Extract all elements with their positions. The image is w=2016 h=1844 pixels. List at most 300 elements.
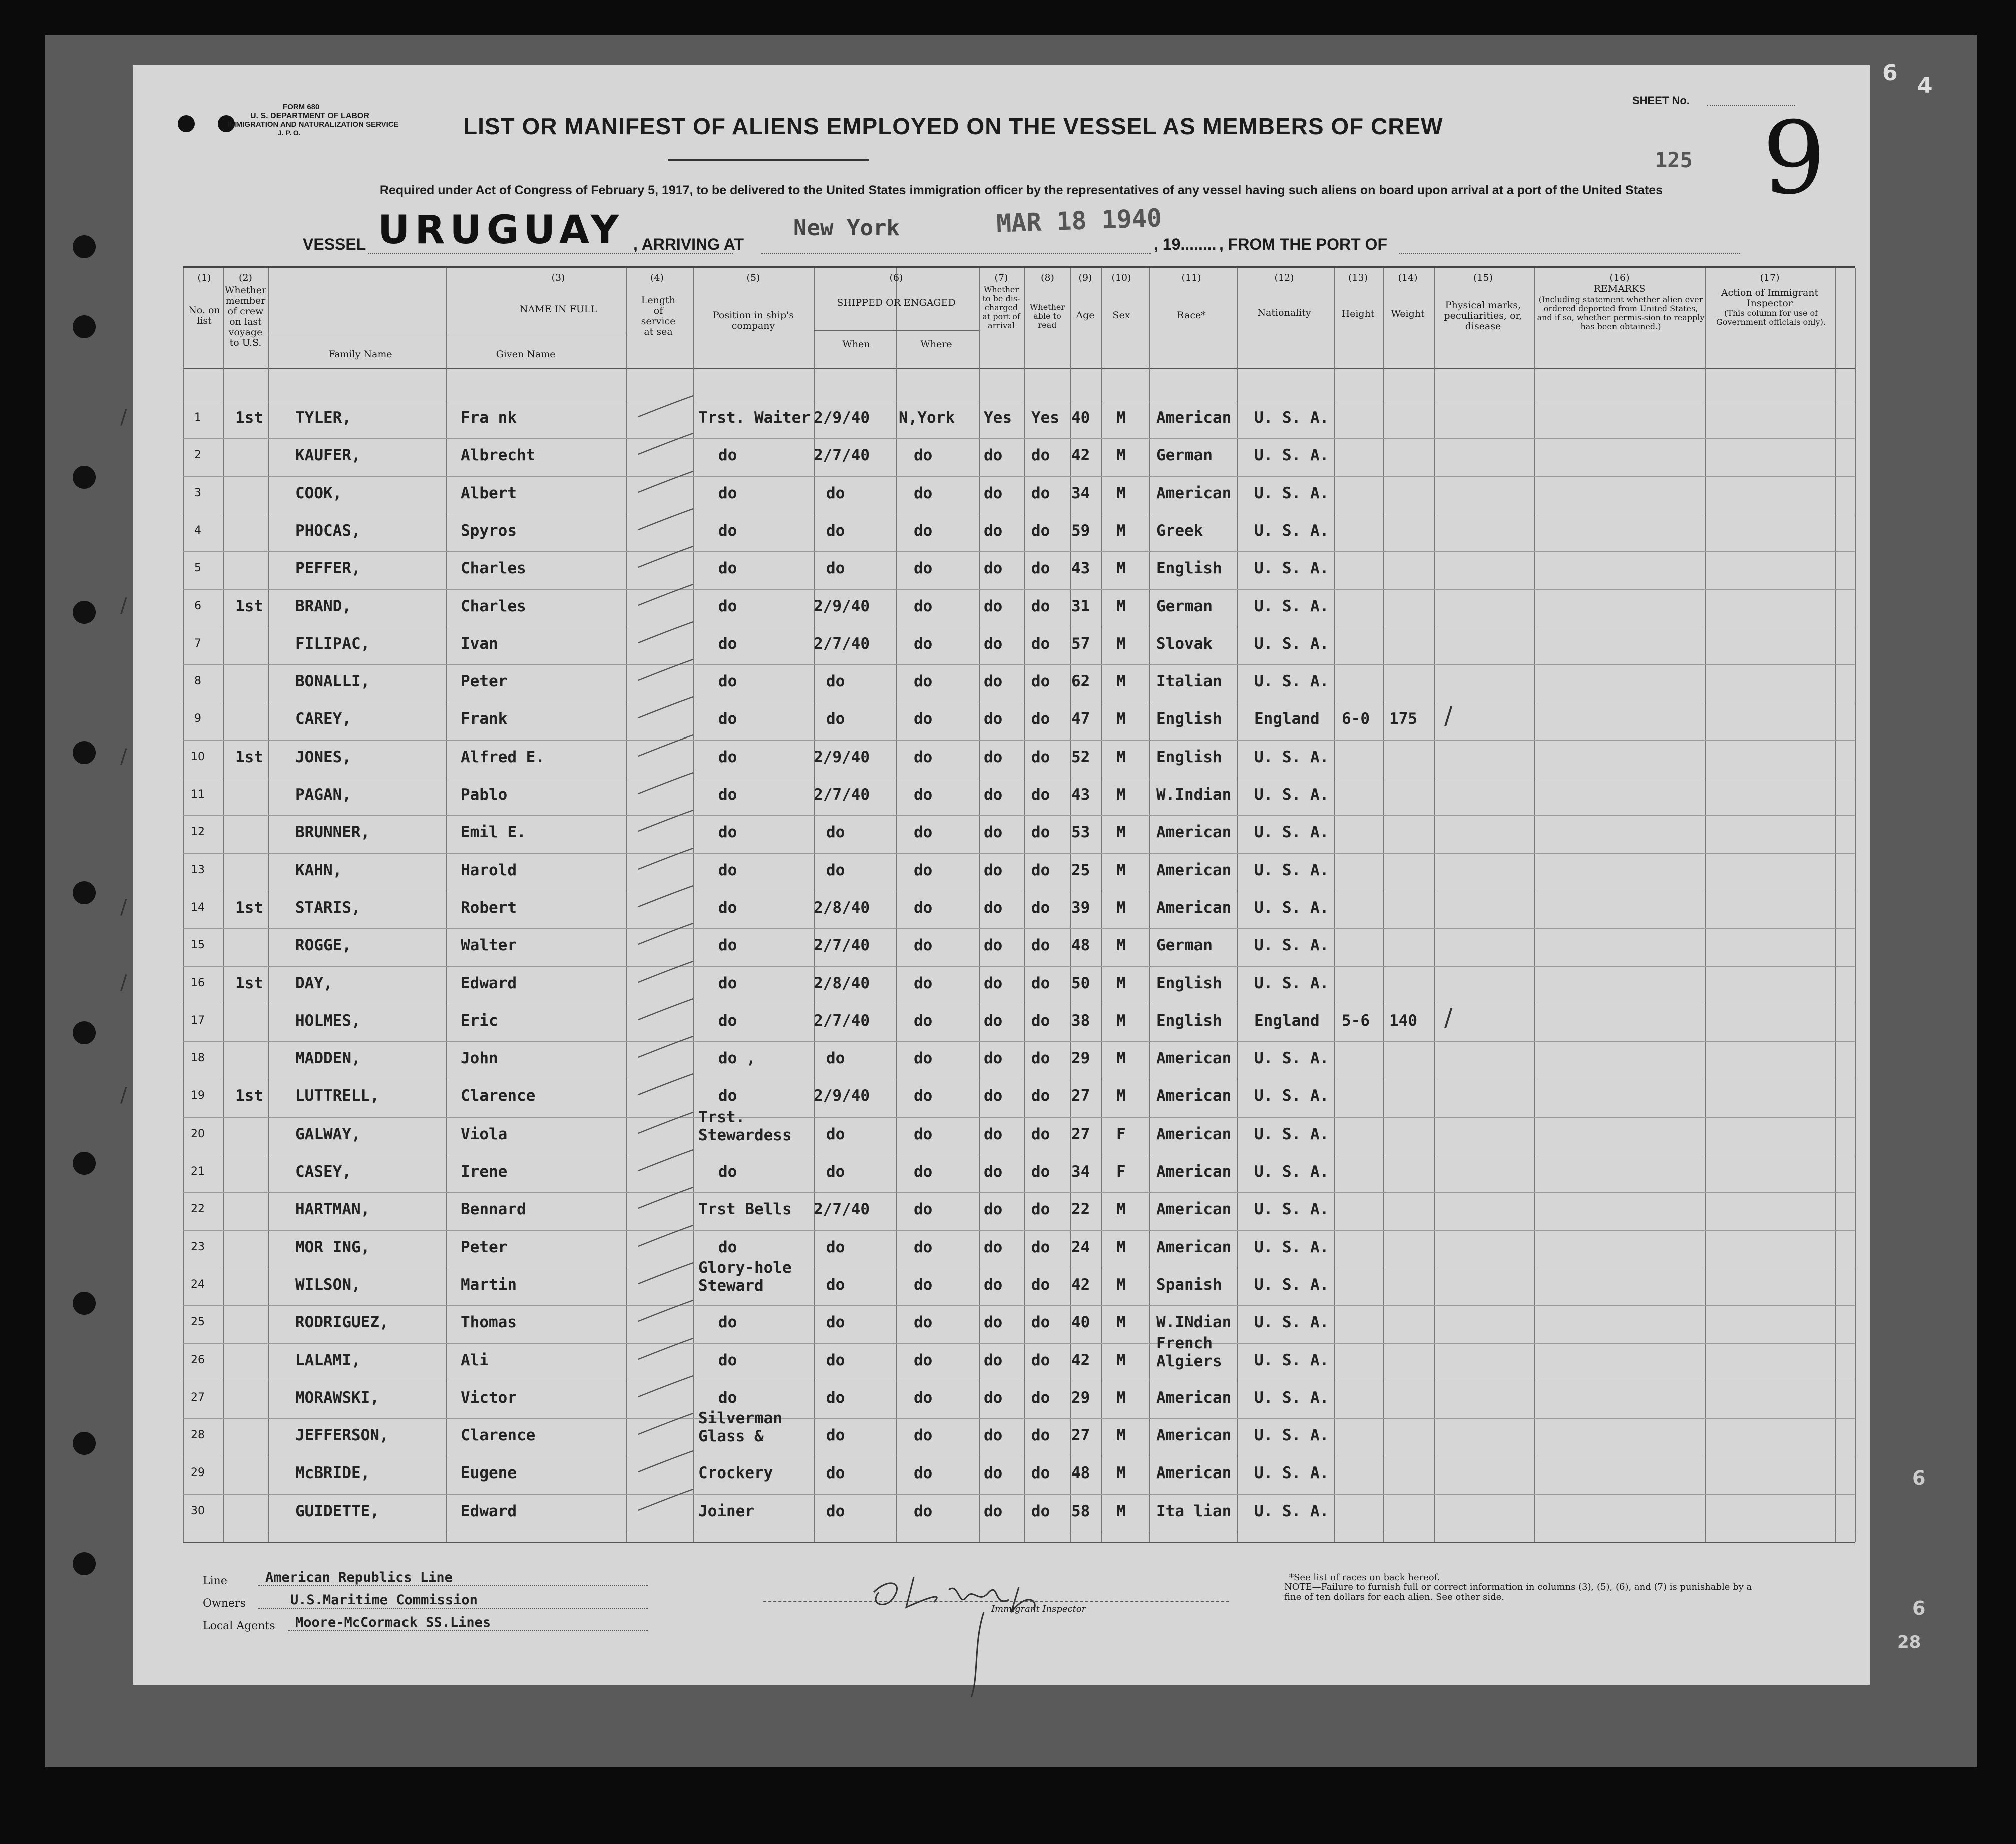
race-cell: French Algiers <box>1156 1334 1222 1370</box>
race-cell: Spanish <box>1156 1276 1222 1294</box>
shipped-when-cell: do <box>826 1276 845 1294</box>
margin-note: 4 <box>1917 73 1933 98</box>
family-name-cell: McBRIDE, <box>295 1464 370 1482</box>
position-cell: Trst. Stewardess <box>698 1108 792 1144</box>
row-rule <box>183 966 1855 967</box>
shipped-when-cell: do <box>826 1049 845 1067</box>
shipped-where-cell: do <box>914 1276 933 1294</box>
race-cell: American <box>1156 1426 1232 1444</box>
row-rule <box>183 1117 1855 1118</box>
race-cell: American <box>1156 409 1232 427</box>
discharged-cell: do <box>984 899 1003 917</box>
line-label: Line <box>203 1575 227 1587</box>
line-value: American Republics Line <box>265 1570 453 1585</box>
margin-note: 6 <box>1882 60 1898 86</box>
margin-note: 28 <box>1897 1632 1921 1652</box>
column-divider <box>1024 268 1025 1542</box>
sex-cell: M <box>1116 1200 1126 1218</box>
shipped-when-cell: 2/8/40 <box>814 899 870 917</box>
nationality-cell: U. S. A. <box>1254 823 1329 841</box>
sheet-number: 9 <box>1762 100 1826 217</box>
col-header-physical: Physical marks, peculiarities, or, disease <box>1444 300 1522 332</box>
race-cell: American <box>1156 1238 1232 1256</box>
col-num-12: (12) <box>1274 272 1294 283</box>
age-cell: 43 <box>1071 786 1090 804</box>
discharged-cell: do <box>984 1125 1003 1143</box>
check-mark-stroke <box>633 1221 698 1251</box>
check-mark-stroke <box>633 1032 698 1062</box>
family-name-cell: PAGAN, <box>295 786 351 804</box>
able-to-read-cell: do <box>1031 823 1050 841</box>
position-cell: Trst. Waiter <box>698 409 811 427</box>
row-rule <box>183 815 1855 816</box>
given-name-cell: Edward <box>461 974 517 992</box>
race-cell: German <box>1156 597 1213 615</box>
year-label: , 19........ <box>1154 235 1217 253</box>
race-cell: English <box>1156 710 1222 728</box>
discharged-cell: Yes <box>984 409 1012 427</box>
column-divider <box>1334 268 1335 1542</box>
column-divider <box>1705 268 1706 1542</box>
arriving-field <box>761 253 1151 254</box>
shipped-where-cell: do <box>914 1163 933 1181</box>
row-number: 12 <box>191 826 205 838</box>
page-stamp: 125 <box>1655 148 1693 172</box>
row-rule <box>183 438 1855 439</box>
check-mark-stroke <box>633 1296 698 1326</box>
row-number: 9 <box>194 712 201 725</box>
row-number: 16 <box>191 977 205 989</box>
able-to-read-cell: do <box>1031 1238 1050 1256</box>
given-name-cell: John <box>461 1049 498 1067</box>
col-header-length: Length of service at sea <box>641 295 676 337</box>
shipped-when-cell: do <box>826 559 845 577</box>
shipped-when-cell: do <box>826 1351 845 1369</box>
age-cell: 38 <box>1071 1012 1090 1030</box>
shipped-where-cell: do <box>914 1389 933 1407</box>
family-name-cell: BONALLI, <box>295 672 370 690</box>
col-header-action-sub: (This column for use of Government officials only). <box>1716 308 1826 327</box>
shipped-where-cell: do <box>914 672 933 690</box>
row-rule <box>183 928 1855 929</box>
check-mark-stroke <box>633 467 698 497</box>
row-number: 7 <box>194 637 201 650</box>
row-number: 26 <box>191 1354 205 1366</box>
given-name-cell: Harold <box>461 861 517 879</box>
sex-cell: M <box>1116 446 1126 464</box>
shipped-where-cell: N,York <box>899 409 955 427</box>
nationality-cell: U. S. A. <box>1254 899 1329 917</box>
nationality-cell: U. S. A. <box>1254 936 1329 954</box>
row-number: 25 <box>191 1316 205 1328</box>
family-name-cell: DAY, <box>295 974 333 992</box>
binder-hole <box>73 1292 96 1315</box>
row-rule <box>183 1305 1855 1306</box>
check-mark-stroke <box>633 1070 698 1100</box>
sex-cell: F <box>1116 1163 1126 1181</box>
nationality-cell: U. S. A. <box>1254 786 1329 804</box>
tally-mark: / <box>120 1084 127 1107</box>
able-to-read-cell: do <box>1031 1087 1050 1105</box>
discharged-cell: do <box>984 1351 1003 1369</box>
shipped-where-cell: do <box>914 1125 933 1143</box>
punch-hole <box>178 115 195 132</box>
check-mark-stroke <box>633 1447 698 1477</box>
race-cell: American <box>1156 823 1232 841</box>
age-cell: 24 <box>1071 1238 1090 1256</box>
col-num-5: (5) <box>746 272 760 283</box>
last-voyage-cell: 1st <box>235 409 263 427</box>
row-number: 28 <box>191 1429 205 1441</box>
able-to-read-cell: do <box>1031 1313 1050 1331</box>
check-mark-stroke <box>633 844 698 874</box>
check-mark-stroke <box>633 505 698 535</box>
discharged-cell: do <box>984 823 1003 841</box>
row-number: 30 <box>191 1505 205 1517</box>
race-cell: American <box>1156 484 1232 502</box>
given-name-cell: Alfred E. <box>461 748 545 766</box>
row-number: 3 <box>194 487 201 499</box>
age-cell: 43 <box>1071 559 1090 577</box>
col-header-discharged: Whether to be dis-charged at port of arrival <box>982 285 1020 330</box>
col-header-nationality: Nationality <box>1257 307 1311 318</box>
row-rule <box>183 589 1855 590</box>
check-mark-stroke <box>633 392 698 422</box>
able-to-read-cell: do <box>1031 484 1050 502</box>
sex-cell: M <box>1116 936 1126 954</box>
position-cell: Crockery <box>698 1464 773 1482</box>
position-cell: do <box>718 484 737 502</box>
family-name-cell: GUIDETTE, <box>295 1502 379 1520</box>
margin-note: 6 <box>1912 1467 1926 1489</box>
age-cell: 57 <box>1071 635 1090 653</box>
row-number: 10 <box>191 751 205 763</box>
given-name-cell: Peter <box>461 672 508 690</box>
row-rule <box>183 476 1855 477</box>
check-mark-stroke <box>633 1372 698 1402</box>
race-cell: English <box>1156 974 1222 992</box>
race-cell: American <box>1156 1163 1232 1181</box>
race-cell: American <box>1156 1087 1232 1105</box>
table-bottom-rule <box>183 1542 1855 1543</box>
nationality-cell: U. S. A. <box>1254 559 1329 577</box>
discharged-cell: do <box>984 710 1003 728</box>
race-cell: Ita lian <box>1156 1502 1232 1520</box>
arriving-port: New York <box>793 215 900 241</box>
family-name-cell: GALWAY, <box>295 1125 361 1143</box>
check-mark-stroke <box>633 1409 698 1439</box>
table-top-rule <box>183 266 1855 268</box>
sex-cell: M <box>1116 899 1126 917</box>
given-name-cell: Emil E. <box>461 823 526 841</box>
sex-cell: M <box>1116 1049 1126 1067</box>
given-name-cell: Thomas <box>461 1313 517 1331</box>
discharged-cell: do <box>984 559 1003 577</box>
binder-hole <box>73 466 96 489</box>
nationality-cell: U. S. A. <box>1254 1200 1329 1218</box>
col-header-sex: Sex <box>1112 310 1130 321</box>
sheet-label: SHEET No. <box>1632 94 1690 107</box>
sex-cell: M <box>1116 672 1126 690</box>
nationality-cell: U. S. A. <box>1254 1276 1329 1294</box>
col-header-family: Family Name <box>328 349 392 360</box>
given-name-cell: Eric <box>461 1012 498 1030</box>
family-name-cell: CAREY, <box>295 710 351 728</box>
col-header-read: Whether able to read <box>1029 302 1065 330</box>
able-to-read-cell: do <box>1031 710 1050 728</box>
race-cell: W.INdian <box>1156 1313 1232 1331</box>
position-cell: do <box>718 899 737 917</box>
col-header-where: Where <box>920 339 952 350</box>
discharged-cell: do <box>984 635 1003 653</box>
discharged-cell: do <box>984 748 1003 766</box>
row-number: 8 <box>194 675 201 687</box>
column-divider <box>1149 268 1150 1542</box>
shipped-when-cell: 2/9/40 <box>814 1087 870 1105</box>
position-cell: do <box>718 1012 737 1030</box>
shipped-where-cell: do <box>914 1313 933 1331</box>
column-divider <box>626 268 627 1542</box>
shipped-where-cell: do <box>914 1238 933 1256</box>
given-name-cell: Charles <box>461 597 526 615</box>
discharged-cell: do <box>984 1464 1003 1482</box>
weight-cell: 140 <box>1389 1012 1417 1030</box>
age-cell: 22 <box>1071 1200 1090 1218</box>
race-cell: Greek <box>1156 522 1203 540</box>
col-header-when: When <box>842 339 870 350</box>
family-name-cell: KAHN, <box>295 861 342 879</box>
page-title: LIST OR MANIFEST OF ALIENS EMPLOYED ON THE VESSEL AS MEMBERS OF CREW <box>463 113 1443 139</box>
able-to-read-cell: do <box>1031 1125 1050 1143</box>
able-to-read-cell: do <box>1031 899 1050 917</box>
agents-field <box>288 1630 648 1631</box>
able-to-read-cell: do <box>1031 1389 1050 1407</box>
sex-cell: M <box>1116 710 1126 728</box>
col-header-position: Position in ship's company <box>712 310 794 331</box>
race-cell: American <box>1156 1200 1232 1218</box>
nationality-cell: U. S. A. <box>1254 409 1329 427</box>
agents-label: Local Agents <box>203 1620 275 1632</box>
row-rule <box>183 1192 1855 1193</box>
column-divider <box>223 268 224 1542</box>
family-name-cell: ROGGE, <box>295 936 351 954</box>
position-cell: Glory-hole Steward <box>698 1259 792 1295</box>
sex-cell: M <box>1116 1012 1126 1030</box>
age-cell: 48 <box>1071 936 1090 954</box>
family-name-cell: LUTTRELL, <box>295 1087 379 1105</box>
check-mark-stroke <box>633 693 698 723</box>
shipped-when-cell: do <box>826 672 845 690</box>
sex-cell: M <box>1116 597 1126 615</box>
sex-cell: M <box>1116 1276 1126 1294</box>
nationality-cell: England <box>1254 710 1320 728</box>
sex-cell: M <box>1116 559 1126 577</box>
shipped-where-cell: do <box>914 748 933 766</box>
position-cell: do <box>718 446 737 464</box>
column-divider <box>1534 268 1535 1542</box>
age-cell: 29 <box>1071 1389 1090 1407</box>
col-header-remarks: REMARKS <box>1593 283 1646 294</box>
given-name-cell: Pablo <box>461 786 508 804</box>
last-voyage-cell: 1st <box>235 748 263 766</box>
row-number: 2 <box>194 449 201 461</box>
position-cell: Joiner <box>698 1502 754 1520</box>
height-cell: 6-0 <box>1342 710 1370 728</box>
col-header-weight: Weight <box>1391 308 1425 319</box>
race-cell: English <box>1156 1012 1222 1030</box>
shipped-when-cell: 2/9/40 <box>814 597 870 615</box>
column-divider <box>446 268 447 1542</box>
check-mark-stroke <box>633 1183 698 1213</box>
sex-cell: M <box>1116 1464 1126 1482</box>
row-number: 20 <box>191 1128 205 1140</box>
row-rule <box>183 853 1855 854</box>
able-to-read-cell: Yes <box>1031 409 1059 427</box>
nationality-cell: U. S. A. <box>1254 597 1329 615</box>
row-rule <box>183 1343 1855 1344</box>
shipped-when-cell: 2/7/40 <box>814 446 870 464</box>
nationality-cell: U. S. A. <box>1254 672 1329 690</box>
race-cell: Italian <box>1156 672 1222 690</box>
col-num-17: (17) <box>1760 272 1780 283</box>
inspector-signature <box>859 1562 1169 1712</box>
shipped-where-cell: do <box>914 936 933 954</box>
discharged-cell: do <box>984 974 1003 992</box>
check-mark-stroke <box>633 957 698 987</box>
able-to-read-cell: do <box>1031 672 1050 690</box>
check-mark-stroke <box>633 731 698 761</box>
given-name-cell: Walter <box>461 936 517 954</box>
age-cell: 47 <box>1071 710 1090 728</box>
age-cell: 40 <box>1071 1313 1090 1331</box>
tally-mark: / <box>120 971 127 994</box>
shipped-when-cell: 2/7/40 <box>814 1012 870 1030</box>
shipped-when-cell: do <box>826 1464 845 1482</box>
binder-hole <box>73 881 96 904</box>
able-to-read-cell: do <box>1031 635 1050 653</box>
age-cell: 40 <box>1071 409 1090 427</box>
vessel-name: URUGUAY <box>378 208 624 253</box>
discharged-cell: do <box>984 672 1003 690</box>
family-name-cell: CASEY, <box>295 1163 351 1181</box>
column-divider <box>268 268 269 1542</box>
row-number: 15 <box>191 939 205 951</box>
row-rule <box>183 1230 1855 1231</box>
shipped-when-cell: 2/7/40 <box>814 1200 870 1218</box>
family-name-cell: BRUNNER, <box>295 823 370 841</box>
sex-cell: M <box>1116 861 1126 879</box>
family-name-cell: RODRIGUEZ, <box>295 1313 389 1331</box>
discharged-cell: do <box>984 1200 1003 1218</box>
column-divider <box>1383 268 1384 1542</box>
check-mark-stroke <box>633 1485 698 1515</box>
column-divider <box>1855 268 1856 1542</box>
given-name-cell: Edward <box>461 1502 517 1520</box>
sex-cell: M <box>1116 635 1126 653</box>
age-cell: 48 <box>1071 1464 1090 1482</box>
shipped-when-cell: 2/8/40 <box>814 974 870 992</box>
col-num-4: (4) <box>650 272 664 283</box>
able-to-read-cell: do <box>1031 1163 1050 1181</box>
discharged-cell: do <box>984 446 1003 464</box>
check-mark-stroke <box>633 580 698 610</box>
shipped-where-cell: do <box>914 1351 933 1369</box>
races-note: *See list of races on back hereof. <box>1289 1572 1440 1583</box>
age-cell: 42 <box>1071 1276 1090 1294</box>
able-to-read-cell: do <box>1031 936 1050 954</box>
position-cell: do , <box>718 1049 756 1067</box>
nationality-cell: U. S. A. <box>1254 1313 1329 1331</box>
tally-mark: / <box>120 406 127 429</box>
family-name-cell: BRAND, <box>295 597 351 615</box>
family-name-cell: WILSON, <box>295 1276 361 1294</box>
given-name-cell: Viola <box>461 1125 508 1143</box>
row-number: 11 <box>191 788 205 801</box>
shipped-when-cell: do <box>826 861 845 879</box>
given-name-cell: Albrecht <box>461 446 536 464</box>
nationality-cell: U. S. A. <box>1254 522 1329 540</box>
sex-cell: M <box>1116 409 1126 427</box>
position-cell: do <box>718 1087 737 1105</box>
col-header-action: Action of Immigrant Inspector <box>1721 287 1819 309</box>
tally-mark: / <box>120 745 127 768</box>
col-num-6: (6) <box>889 272 903 283</box>
from-port-field <box>1399 253 1740 254</box>
sex-cell: M <box>1116 1351 1126 1369</box>
able-to-read-cell: do <box>1031 597 1050 615</box>
race-cell: American <box>1156 1125 1232 1143</box>
form-number: FORM 680 <box>283 103 320 111</box>
nationality-cell: U. S. A. <box>1254 1426 1329 1444</box>
position-cell: do <box>718 936 737 954</box>
check-mark-stroke <box>633 919 698 949</box>
race-cell: American <box>1156 861 1232 879</box>
family-name-cell: LALAMI, <box>295 1351 361 1369</box>
last-voyage-cell: 1st <box>235 974 263 992</box>
binder-hole <box>73 1432 96 1455</box>
sex-cell: M <box>1116 786 1126 804</box>
position-cell: do <box>718 1389 737 1407</box>
sex-cell: M <box>1116 1502 1126 1520</box>
row-number: 13 <box>191 864 205 876</box>
given-name-cell: Ali <box>461 1351 489 1369</box>
check-mark-stroke <box>633 429 698 459</box>
age-cell: 34 <box>1071 1163 1090 1181</box>
owners-field <box>258 1608 648 1609</box>
check-mark-stroke <box>633 995 698 1025</box>
col-num-11: (11) <box>1181 272 1201 283</box>
shipped-when-cell: do <box>826 1426 845 1444</box>
binder-hole <box>73 1021 96 1044</box>
check-mark-stroke <box>633 655 698 685</box>
shipped-when-cell: do <box>826 484 845 502</box>
row-number: 23 <box>191 1241 205 1253</box>
shipped-when-cell: do <box>826 710 845 728</box>
column-divider <box>979 268 980 1542</box>
nationality-cell: England <box>1254 1012 1320 1030</box>
family-name-cell: KAUFER, <box>295 446 361 464</box>
shipped-when-cell: do <box>826 1238 845 1256</box>
row-rule <box>183 1418 1855 1419</box>
nationality-cell: U. S. A. <box>1254 861 1329 879</box>
given-name-cell: Frank <box>461 710 508 728</box>
family-name-cell: FILIPAC, <box>295 635 370 653</box>
arriving-label: , ARRIVING AT <box>633 235 744 253</box>
office-code: J. P. O. <box>278 129 301 137</box>
last-voyage-cell: 1st <box>235 899 263 917</box>
shipped-when-cell: do <box>826 1125 845 1143</box>
discharged-cell: do <box>984 1163 1003 1181</box>
